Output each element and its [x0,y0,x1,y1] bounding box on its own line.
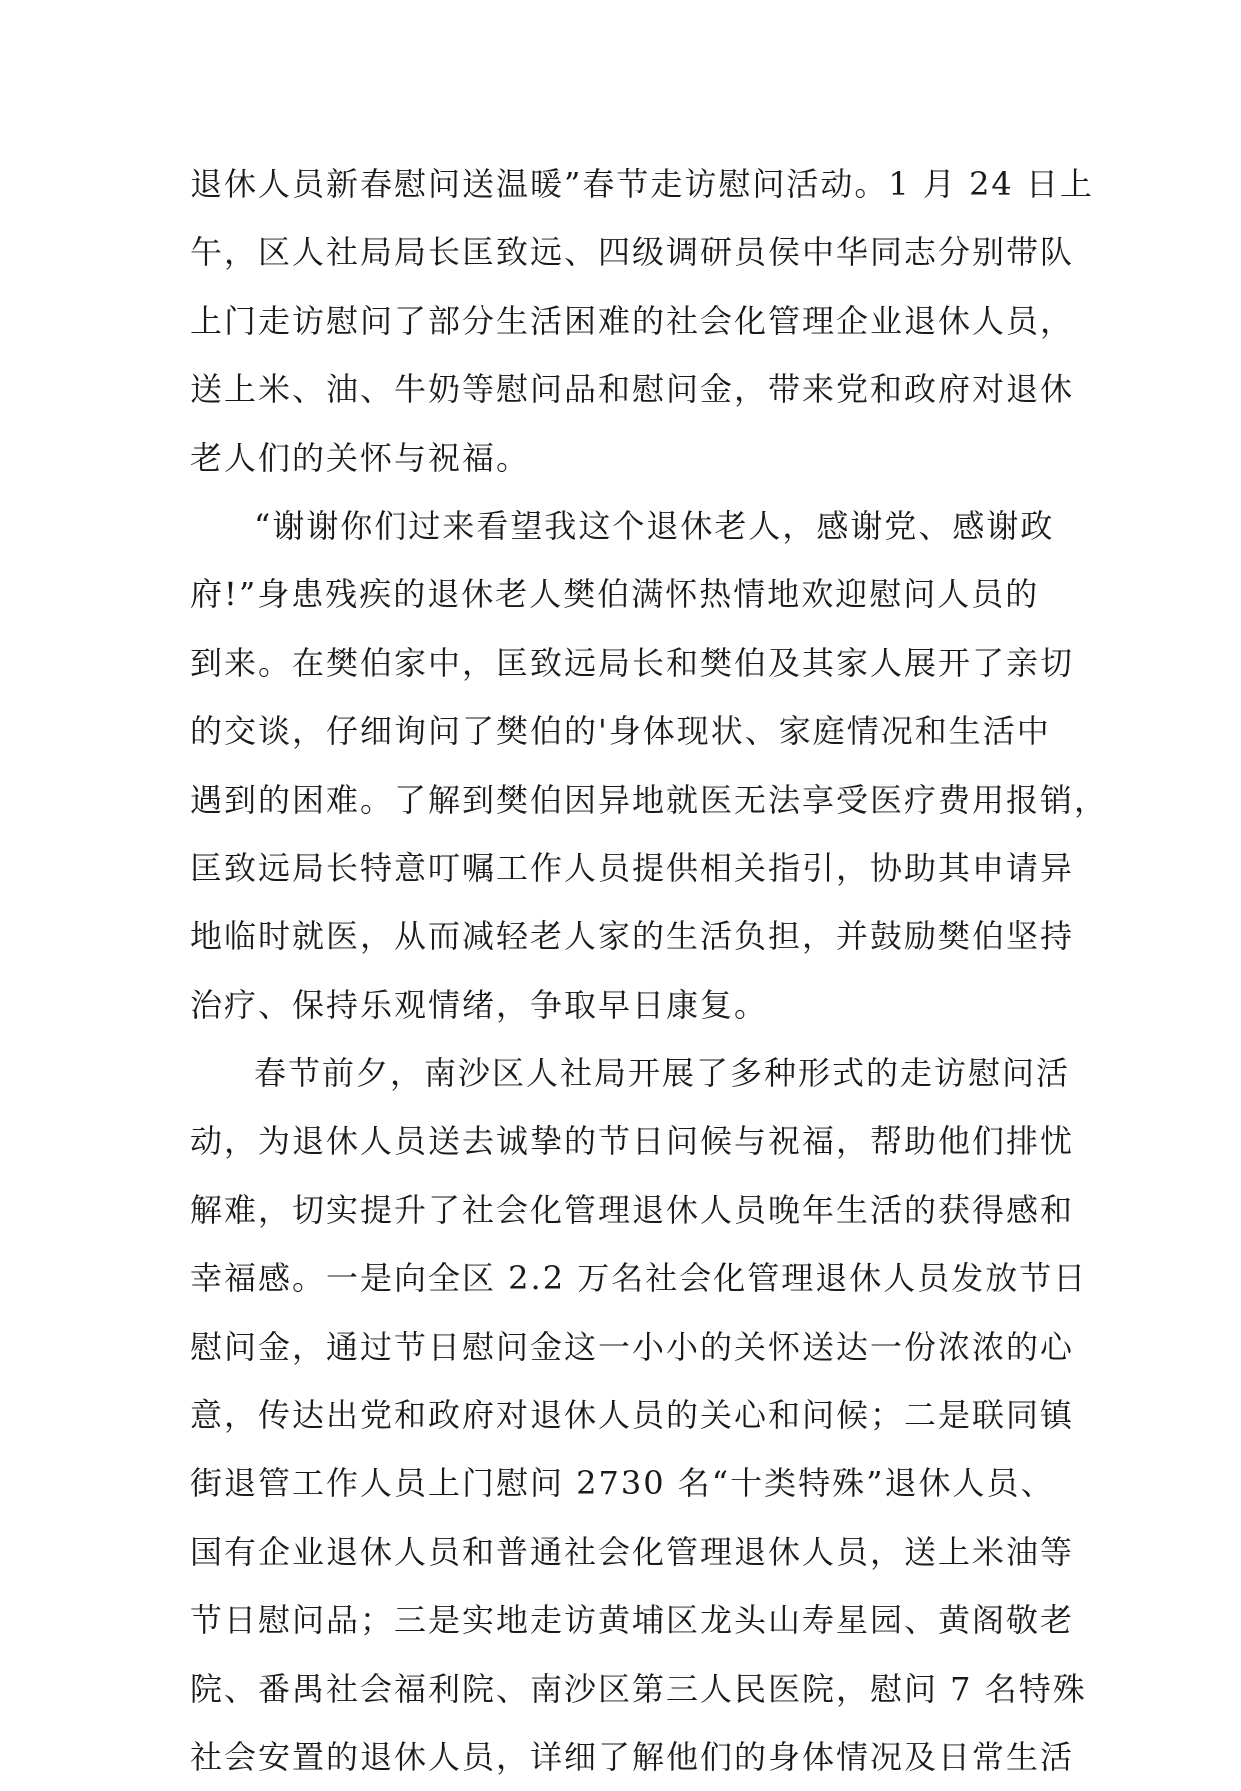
paragraph-3-line-2: 动，为退休人员送去诚挚的节日问候与祝福，帮助他们排忧 [190,1122,1075,1161]
article-body [190,150,1109,1791]
paragraph-3-line-8: 国有企业退休人员和普通社会化管理退休人员，送上米油等 [190,1532,1075,1571]
paragraph-2-line-3: 到来。在樊伯家中，匡致远局长和樊伯及其家人展开了亲切 [190,643,1075,682]
paragraph-3-line-3: 解难，切实提升了社会化管理退休人员晚年生活的获得感和 [190,1190,1075,1229]
paragraph-1-line-5: 老人们的关怀与祝福。 [190,438,531,477]
paragraph-1-line-2: 午，区人社局局长匡致远、四级调研员侯中华同志分别带队 [190,233,1075,272]
paragraph-3-line-7: 街退管工作人员上门慰问 2730 名“十类特殊”退休人员、 [190,1464,1055,1503]
paragraph-1-line-3: 上门走访慰问了部分生活困难的社会化管理企业退休人员， [190,301,1075,340]
paragraph-3-line-11: 社会安置的退休人员，详细了解他们的身体情况及日常生活 [190,1737,1075,1776]
paragraph-1-line-4: 送上米、油、牛奶等慰问品和慰问金，带来党和政府对退休 [190,370,1075,409]
paragraph-1-line-1: 退休人员新春慰问送温暖”春节走访慰问活动。1 月 24 日上 [190,165,1094,203]
paragraph-2-line-6: 匡致远局长特意叮嘱工作人员提供相关指引，协助其申请异 [190,848,1075,887]
paragraph-3-line-9: 节日慰问品；三是实地走访黄埔区龙头山寿星园、黄阁敬老 [190,1601,1075,1640]
paragraph-2-line-2: 府!”身患残疾的退休老人樊伯满怀热情地欢迎慰问人员的 [190,575,1040,614]
paragraph-2-line-1: “谢谢你们过来看望我这个退休老人，感谢党、感谢政 [254,506,1055,545]
paragraph-2-line-4: 的交谈，仔细询问了樊伯的'身体现状、家庭情况和生活中 [190,712,1051,751]
paragraph-2-line-7: 地临时就医，从而减轻老人家的生活负担，并鼓励樊伯坚持 [190,917,1075,956]
paragraph-3-line-1: 春节前夕，南沙区人社局开展了多种形式的走访慰问活 [254,1054,1071,1093]
paragraph-3-line-4: 幸福感。一是向全区 2.2 万名社会化管理退休人员发放节日 [190,1259,1088,1298]
paragraph-2-line-5: 遇到的困难。了解到樊伯因异地就医无法享受医疗费用报销， [190,780,1109,819]
paragraph-3-line-6: 意，传达出党和政府对退休人员的关心和问候；二是联同镇 [190,1396,1075,1435]
paragraph-3-line-5: 慰问金，通过节日慰问金这一小小的关怀送达一份浓浓的心 [190,1327,1075,1366]
paragraph-2-line-8: 治疗、保持乐观情绪，争取早日康复。 [190,985,769,1024]
paragraph-3-line-10: 院、番禺社会福利院、南沙区第三人民医院，慰问 7 名特殊 [190,1669,1087,1708]
